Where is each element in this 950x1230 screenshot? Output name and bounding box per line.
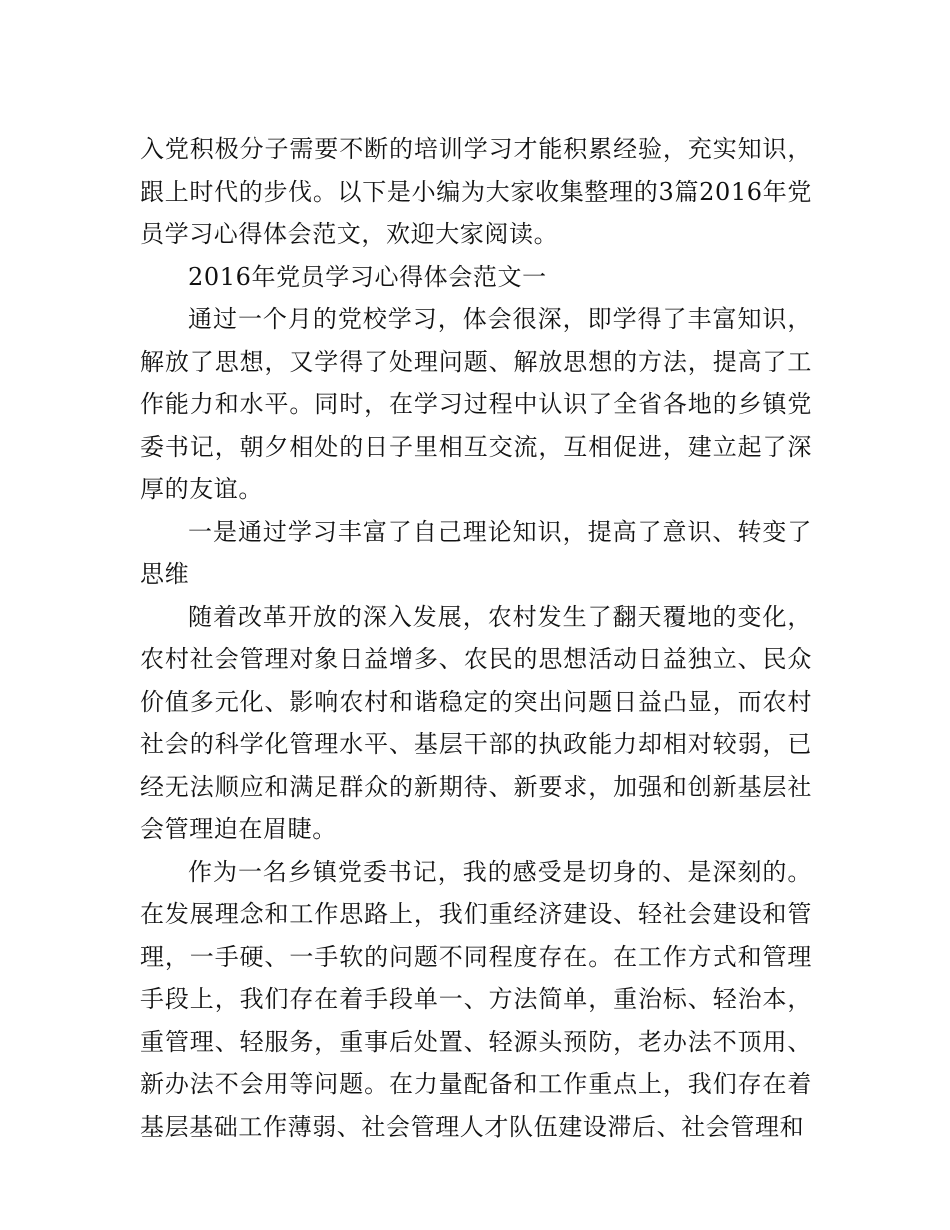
document-page <box>140 128 812 1148</box>
section-heading: 2016年党员学习心得体会范文一 <box>188 262 547 291</box>
body-paragraph-3: 作为一名乡镇党委书记，我的感受是切身的、是深刻的。在发展理念和工作思路上，我们重经济建设、轻社会建设和管理，一手硬、一手软的问题不同程度存在。在工作方式和管理手段上，我们存在着手段单一、方法简单，重治标、轻治本，重管理、轻服务，重事后处置、轻源头预防，老办法不顶用、新办法不会用等问题。在力量配备和工作重点上，我们存在着基层基础工作薄弱、社会管理人才队伍建设滞后、社会管理和 <box>140 857 812 1141</box>
subheading-1: 一是通过学习丰富了自己理论知识，提高了意识、转变了思维 <box>140 517 812 588</box>
body-paragraph-2: 随着改革开放的深入发展，农村发生了翻天覆地的变化，农村社会管理对象日益增多、农民的思想活动日益独立、民众价值多元化、影响农村和谐稳定的突出问题日益凸显，而农村社会的科学化管理水平、基层干部的执政能力却相对较弱，已经无法顺应和满足群众的新期待、新要求，加强和创新基层社会管理迫在眉睫。 <box>140 602 812 843</box>
body-paragraph-1: 通过一个月的党校学习，体会很深，即学得了丰富知识，解放了思想，又学得了处理问题、解放思想的方法，提高了工作能力和水平。同时，在学习过程中认识了全省各地的乡镇党委书记，朝夕相处的日子里相互交流，互相促进，建立起了深厚的友谊。 <box>140 305 812 503</box>
intro-paragraph: 入党积极分子需要不断的培训学习才能积累经验，充实知识，跟上时代的步伐。以下是小编为大家收集整理的3篇2016年党员学习心得体会范文，欢迎大家阅读。 <box>140 135 812 248</box>
